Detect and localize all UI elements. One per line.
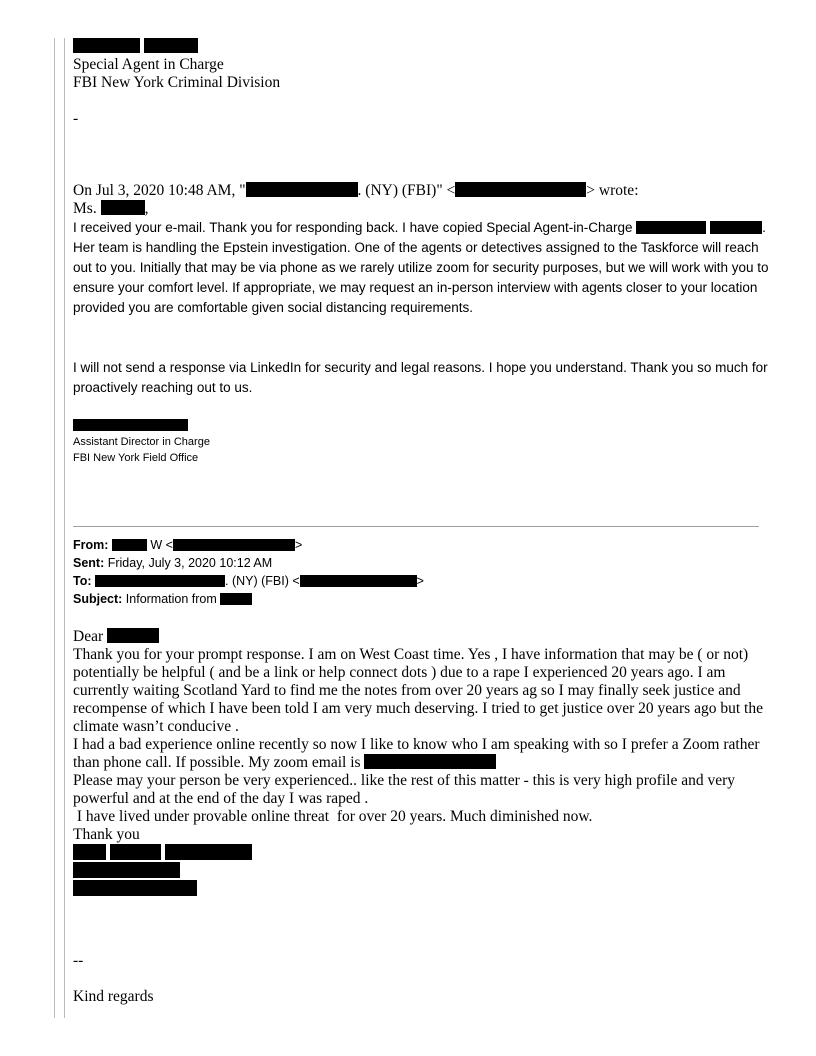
from-end: > — [294, 538, 303, 552]
adic-paragraph-1b: . Her team is handling the Epstein investigation. One of the agents or detectives assigned to the Taskforce will reach out to you. Initially that may be via phone as we rarely utilize zoom for security purposes, but we will work with you to ensure your comfort level. If appropriate, we may request an in-person interview with agents closer to your location provided you are comfortable given social distancing requirements. — [73, 220, 769, 315]
quote-bar-inner — [64, 38, 65, 1018]
closing-line: Kind regards — [73, 988, 154, 1005]
adic-paragraph-1a: I received your e-mail. Thank you for responding back. I have copied Special Agent-in-Charge — [73, 220, 633, 235]
redacted-name-top — [73, 38, 198, 56]
salutation-suffix: , — [144, 200, 149, 217]
adic-signature-title: Assistant Director in Charge — [73, 436, 210, 448]
reply-header-mid: . (NY) (FBI)" < — [357, 182, 456, 199]
redaction — [710, 221, 762, 234]
original-paragraph-3: Please may your person be very experienced.. like the rest of this matter - this is very high profile and very powerful and at the end of the day I was raped . — [73, 772, 735, 807]
redaction — [364, 754, 496, 769]
to-label: To: — [73, 574, 92, 588]
subject-label: Subject: — [73, 592, 123, 606]
from-mid: W < — [150, 538, 173, 552]
redaction — [455, 182, 586, 197]
top-signature-dash: - — [73, 110, 79, 127]
redaction — [112, 539, 147, 551]
salutation-prefix: Ms. — [73, 200, 97, 217]
dear-line — [73, 628, 159, 646]
original-paragraph-1: Thank you for your prompt response. I am on West Coast time. Yes , I have information that may be ( or not) potentially be helpful ( and be a link or help connect dots ) due to a rape I experienced 20 years ago. I am currently waiting Scotland Yard to find me the notes from over 20 years ag so I may finally seek justice and recompense of which I have been told I am very much deserving. I tried to get justice over 20 years ago but the climate wasn’t conducive . — [73, 646, 763, 735]
reply-header-prefix: On Jul 3, 2020 10:48 AM, " — [73, 182, 246, 199]
redacted-signature-1 — [73, 844, 252, 863]
from-label: From: — [73, 538, 109, 552]
salutation-line — [73, 200, 148, 218]
to-mid: . (NY) (FBI) < — [225, 574, 300, 588]
to-end: > — [416, 574, 424, 588]
top-signature-division: FBI New York Criminal Division — [73, 74, 281, 91]
dear-label: Dear — [73, 628, 104, 645]
adic-signature-office: FBI New York Field Office — [73, 452, 199, 464]
subject-line — [73, 590, 252, 608]
redacted-signature-2 — [73, 862, 180, 881]
top-signature-title: Special Agent in Charge — [73, 56, 224, 73]
thanks-line: Thank you — [73, 826, 140, 843]
adic-paragraph-2: I will not send a response via LinkedIn for security and legal reasons. I hope you understand. Thank you so much for proactively reaching out to us. — [73, 360, 768, 395]
subject-value: Information from — [125, 592, 217, 606]
original-paragraph-2a: I had a bad experience online recently so now I like to know who I am speaking with so I prefer a Zoom rather than phone call. If possible. My zoom email is — [73, 736, 760, 771]
original-paragraph-4: I have lived under provable online threat for over 20 years. Much diminished now. — [73, 808, 593, 825]
redaction — [220, 593, 252, 605]
redacted-signature-3 — [73, 880, 197, 899]
signature-separator: -- — [73, 952, 84, 969]
adic-signature-name — [73, 418, 188, 434]
adic-paragraph-1 — [73, 218, 769, 318]
redaction — [173, 539, 295, 551]
redaction — [300, 575, 417, 587]
redaction — [107, 628, 159, 643]
redaction — [636, 221, 706, 234]
sent-label: Sent: — [73, 556, 105, 570]
to-line — [73, 572, 424, 590]
redaction — [246, 182, 358, 197]
original-paragraph-2 — [73, 736, 777, 772]
sent-line — [73, 554, 272, 572]
redaction — [95, 575, 225, 587]
sent-value: Friday, July 3, 2020 10:12 AM — [107, 556, 273, 570]
reply-header-line — [73, 182, 639, 200]
reply-header-suffix: > wrote: — [586, 182, 639, 199]
quote-bar-outer — [54, 38, 55, 1018]
from-line — [73, 536, 302, 554]
redaction — [101, 200, 145, 215]
header-divider — [73, 526, 759, 527]
